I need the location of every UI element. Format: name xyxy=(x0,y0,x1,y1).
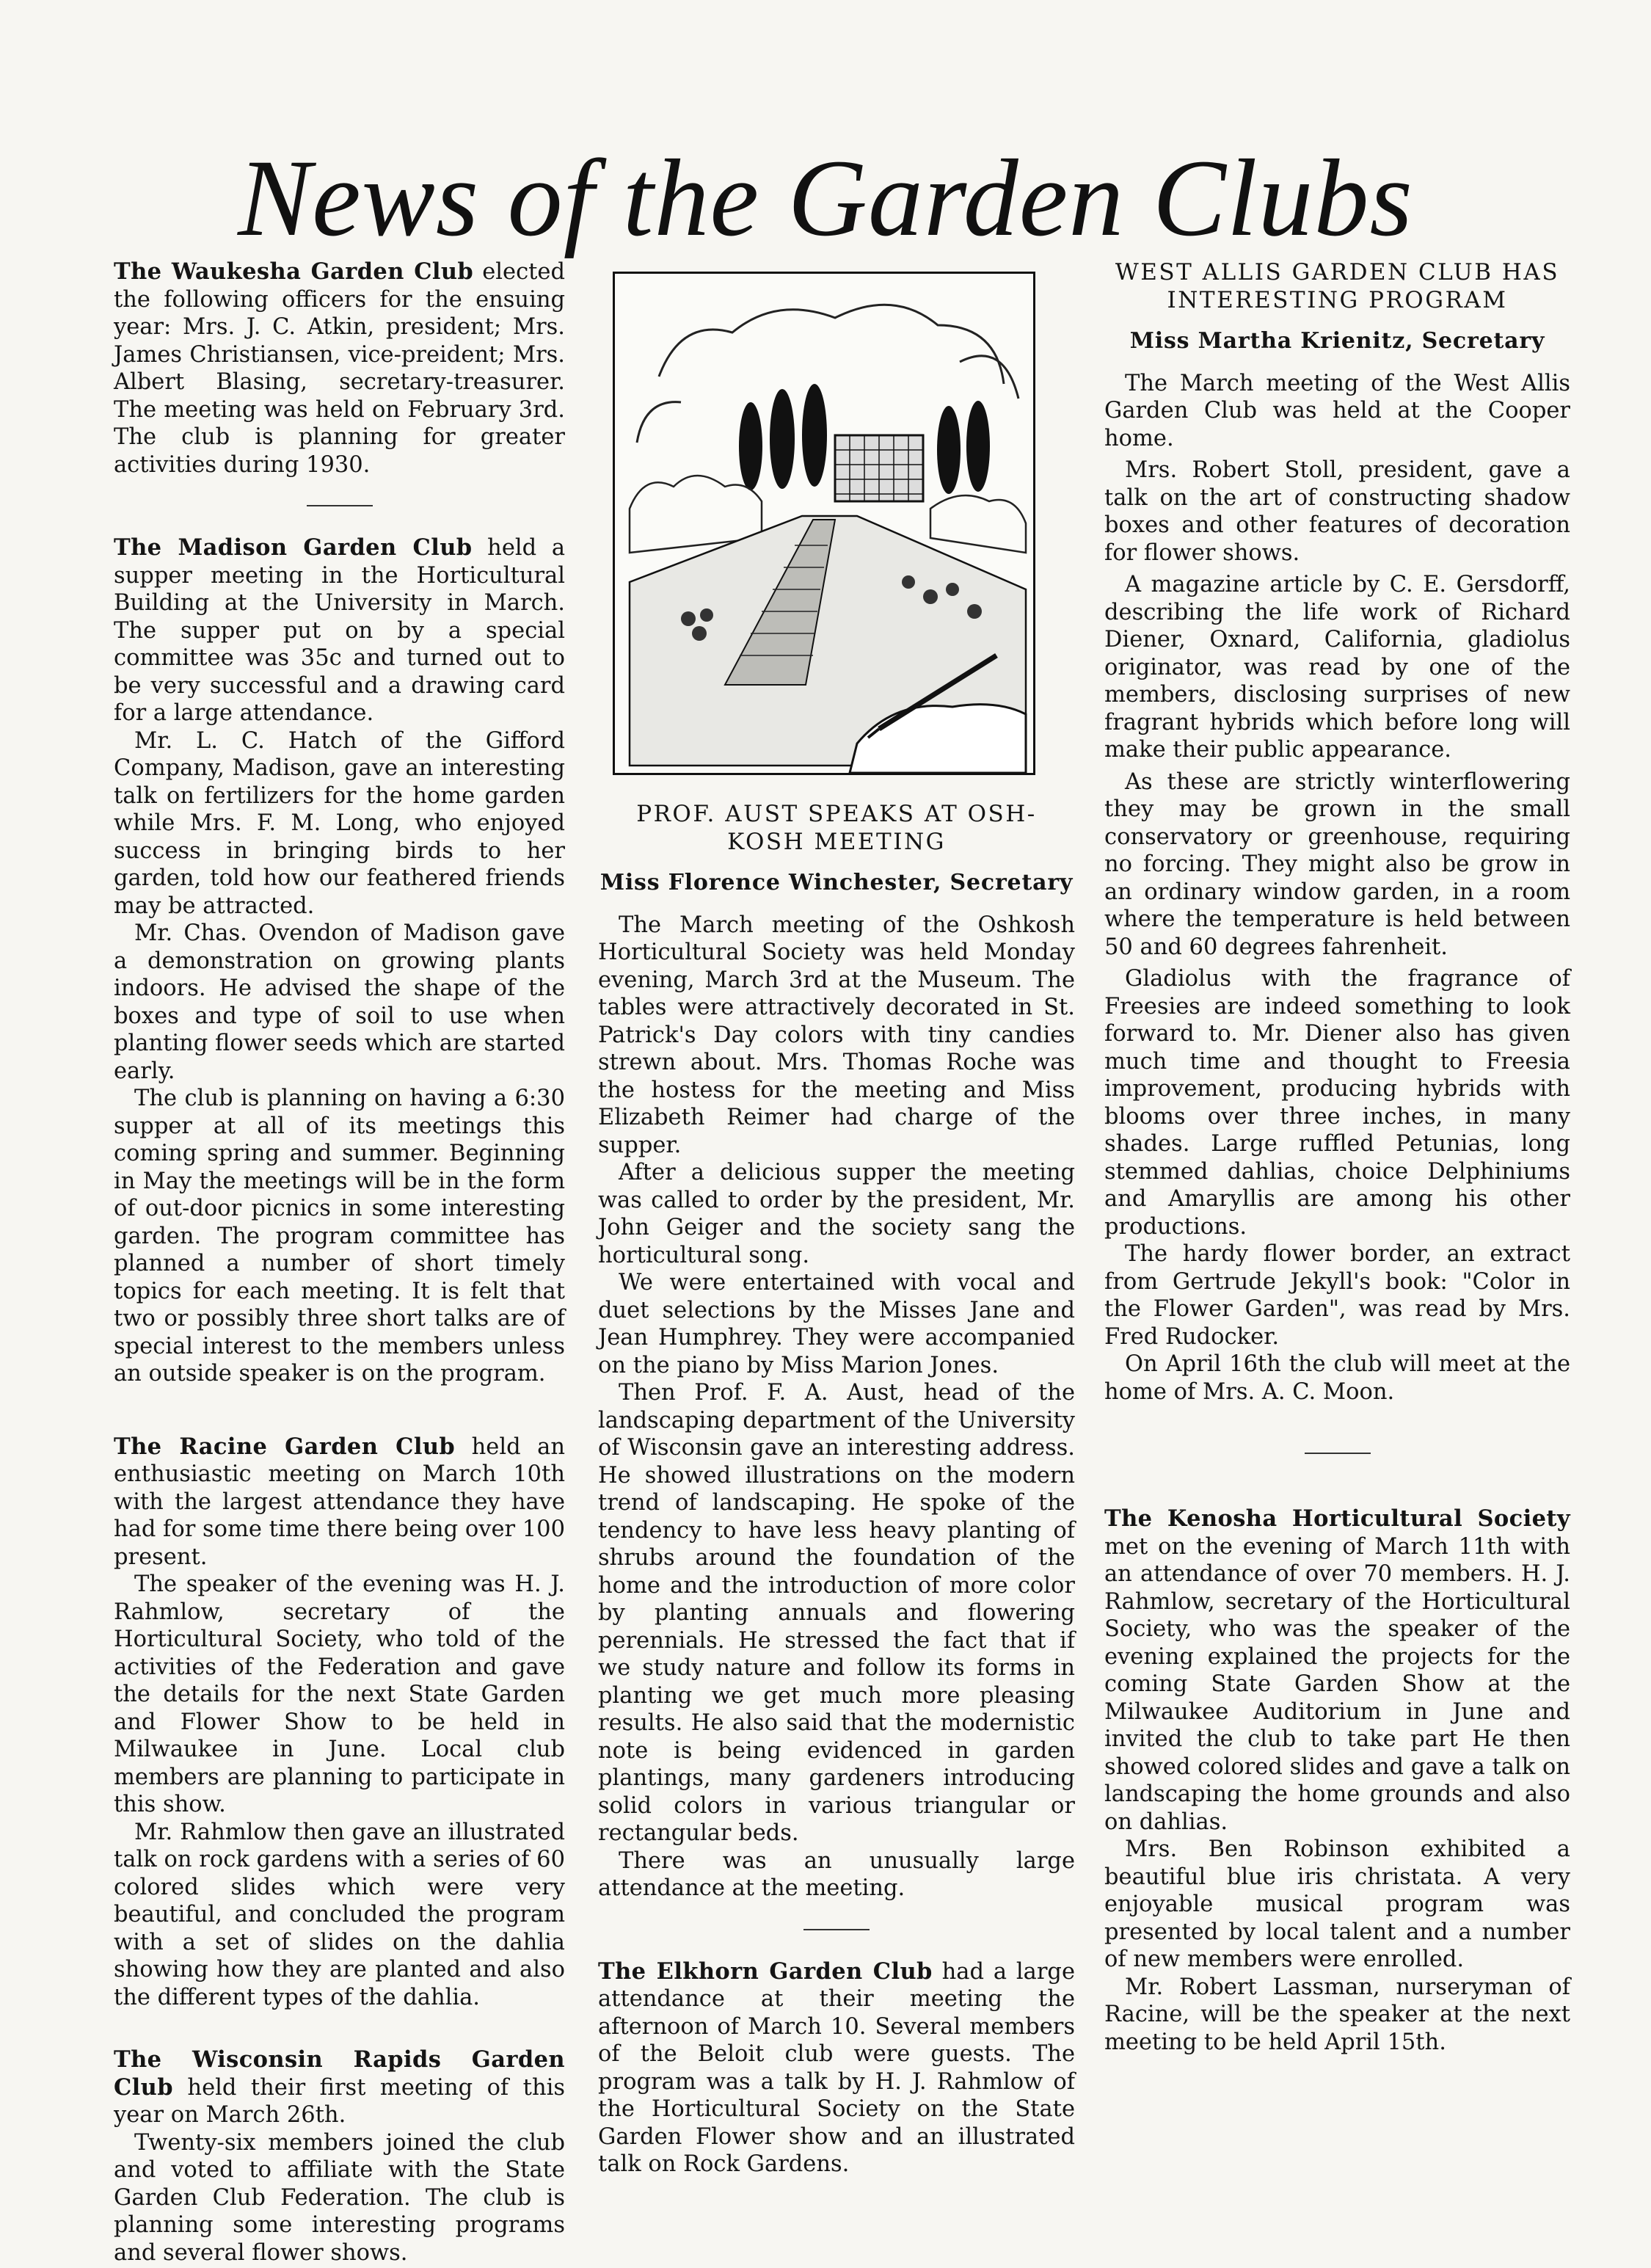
west-allis-heading: WEST ALLIS GARDEN CLUB HAS INTERESTING PROGRAM xyxy=(1115,259,1560,313)
divider xyxy=(1305,1453,1371,1454)
west-allis-byline: Miss Martha Krienitz, Secretary xyxy=(1129,328,1545,354)
madison-article xyxy=(114,534,565,1388)
elkhorn-lead: The Elkhorn Garden Club xyxy=(598,1958,933,1985)
madison-paragraph-4: The club is planning on having a 6:30 supper at all of its meetings this coming spring and summer. Beginning in May the meetings will be in the form of out-door picnics in some interesting garden. The program committee has planned a number of short timely topics for each meeting. It is felt that two or possibly three short talks are of special interest to the members unless an outside speaker is on the program. xyxy=(114,1086,565,1386)
west-allis-paragraph-5: Gladiolus with the fragrance of Freesies are indeed something to look forward to. Mr. Diener also has given much time and thought to Freesia improvement, producing hybrids with blooms over three inches, in many shades. Large ruffled Petunias, long stemmed dahlias, choice Delphiniums and Amaryllis are among his other productions. xyxy=(1104,966,1570,1240)
waukesha-article xyxy=(114,258,565,479)
divider xyxy=(307,505,373,506)
kenosha-paragraph-3: Mr. Robert Lassman, nurseryman of Racine, will be the speaker at the next meeting to be held April 15th. xyxy=(1104,1974,1570,2055)
west-allis-article xyxy=(1104,258,1570,1406)
racine-paragraph-1: held an enthusiastic meeting on March 10th with the largest attendance they have had for some time there being over 100 present. xyxy=(114,1433,565,1570)
kenosha-paragraph-2: Mrs. Ben Robinson exhibited a beautiful blue iris christata. A very enjoyable musical program was presented by local talent and a number of new members were enrolled. xyxy=(1104,1836,1570,1972)
elkhorn-article xyxy=(598,1958,1075,2178)
racine-lead: The Racine Garden Club xyxy=(114,1433,456,1460)
west-allis-paragraph-7: On April 16th the club will meet at the home of Mrs. A. C. Moon. xyxy=(1104,1351,1570,1405)
oshkosh-article xyxy=(598,800,1075,1902)
rapids-paragraph-1: held their first meeting of this year on March 26th. xyxy=(114,2074,565,2128)
column-middle xyxy=(598,258,1075,2178)
page-title: News of the Garden Clubs xyxy=(238,137,1413,259)
racine-article xyxy=(114,1433,565,2012)
oshkosh-paragraph-4: Then Prof. F. A. Aust, head of the landscaping department of the University of Wisconsin gave an interesting address. He showed illustrations on the modern trend of landscaping. He spoke of the tendency to have less heavy planting of shrubs around the foundation of the home and the introduction of more color by planting annuals and flowering perennials. He stressed the fact that if we study nature and follow its forms in planting we get much more pleasing results. He also said that the modernistic note is being evidenced in garden plantings, many gardeners introducing solid colors in various triangular or rectangular beds. xyxy=(598,1380,1075,1846)
madison-paragraph-2: Mr. L. C. Hatch of the Gifford Company, Madison, gave an interesting talk on fertilizers for the home garden while Mrs. F. M. Long, who enjoyed success in bringing birds to her garden, told how our feathered friends may be attracted. xyxy=(114,727,565,919)
west-allis-paragraph-3: A magazine article by C. E. Gersdorff, describing the life work of Richard Diener, Oxnard, California, gladiolus originator, was read by one of the members, disclosing surprises of new fragrant hybrids which before long will make their public appearance. xyxy=(1104,572,1570,763)
oshkosh-paragraph-5: There was an unusually large attendance at the meeting. xyxy=(598,1847,1075,1901)
garden-drawing-illustration xyxy=(613,272,1035,775)
column-left xyxy=(114,258,565,2267)
west-allis-paragraph-2: Mrs. Robert Stoll, president, gave a talk on the art of constructing shadow boxes and other features of decoration for flower shows. xyxy=(1104,457,1570,566)
racine-paragraph-3: Mr. Rahmlow then gave an illustrated talk on rock gardens with a series of 60 colored slides which were very beautiful, and concluded the program with a set of slides on the dahlia showing how they are planted and also the different types of the dahlia. xyxy=(114,1819,565,2010)
wisconsin-rapids-article xyxy=(114,2046,565,2267)
racine-paragraph-2: The speaker of the evening was H. J. Rahmlow, secretary of the Horticultural Society, who told of the activities of the Federation and gave the details for the next State Garden and Flower Show to be held in Milwaukee in June. Local club members are planning to participate in this show. xyxy=(114,1571,565,1817)
elkhorn-text: had a large attendance at their meeting the afternoon of March 10. Several members of the Beloit club were guests. The program was a talk by H. J. Rahmlow of the Horticultural Society on the State Garden Flower show and an illustrated talk on Rock Gardens. xyxy=(598,1958,1075,2177)
rapids-lead: The Wisconsin Rapids Garden Club xyxy=(114,2046,565,2101)
oshkosh-heading: PROF. AUST SPEAKS AT OSH-KOSH MEETING xyxy=(636,801,1037,855)
oshkosh-paragraph-1: The March meeting of the Oshkosh Horticultural Society was held Monday evening, March 3rd at the Museum. The tables were attractively decorated in St. Patrick's Day colors with tiny candies strewn about. Mrs. Thomas Roche was the hostess for the meeting and Miss Elizabeth Reimer had charge of the supper. xyxy=(598,912,1075,1158)
divider xyxy=(803,1929,870,1930)
kenosha-article xyxy=(1104,1505,1570,2056)
waukesha-text: elected the following officers for the ensuing year: Mrs. J. C. Atkin, president; Mrs. James Christiansen, vice-preident; Mrs. Albert Blasing, secretary-treasurer. The meeting was held on February 3rd. The club is planning for greater activities during 1930. xyxy=(114,259,565,478)
west-allis-paragraph-4: As these are strictly winterflowering they may be grown in the small conservatory or greenhouse, requiring no forcing. They might also be grow in an ordinary window garden, in a room where the temperature is held between 50 and 60 degrees fahrenheit. xyxy=(1104,768,1570,960)
oshkosh-paragraph-3: We were entertained with vocal and duet selections by the Misses Jane and Jean Humphrey. They were accompanied on the piano by Miss Marion Jones. xyxy=(598,1270,1075,1378)
west-allis-paragraph-1: The March meeting of the West Allis Garden Club was held at the Cooper home. xyxy=(1104,370,1570,451)
madison-paragraph-3: Mr. Chas. Ovendon of Madison gave a demonstration on growing plants indoors. He advised the shape of the boxes and type of soil to use when planting flower seeds which are started early. xyxy=(114,920,565,1084)
rapids-paragraph-2: Twenty-six members joined the club and voted to affiliate with the State Garden Club Federation. The club is planning some interesting programs and several flower shows. xyxy=(114,2129,565,2266)
oshkosh-byline: Miss Florence Winchester, Secretary xyxy=(599,870,1074,895)
oshkosh-paragraph-2: After a delicious supper the meeting was called to order by the president, Mr. John Geiger and the society sang the horticultural song. xyxy=(598,1160,1075,1268)
kenosha-paragraph-1: met on the evening of March 11th with an attendance of over 70 members. H. J. Rahmlow, secretary of the Horticultural Society, who was the speaker of the evening explained the projects for the coming State Garden Show at the Milwaukee Auditorium in June and invited the club to take part He then showed colored slides and gave a talk on landscaping the home grounds and also on dahlias. xyxy=(1104,1533,1570,1835)
west-allis-paragraph-6: The hardy flower border, an extract from Gertrude Jekyll's book: "Color in the Flower Garden", was read by Mrs. Fred Rudocker. xyxy=(1104,1241,1570,1350)
column-right xyxy=(1104,258,1570,2056)
spacer xyxy=(307,1410,373,1411)
kenosha-lead: The Kenosha Horticultural Society xyxy=(1104,1505,1570,1532)
spacer xyxy=(114,2011,565,2046)
madison-lead: The Madison Garden Club xyxy=(114,534,473,561)
waukesha-lead: The Waukesha Garden Club xyxy=(114,258,474,285)
madison-paragraph-1: held a supper meeting in the Horticultural Building at the University in March. The supper put on by a special committee was 35c and turned out to be very successful and a drawing card for a large attendance. xyxy=(114,535,565,726)
